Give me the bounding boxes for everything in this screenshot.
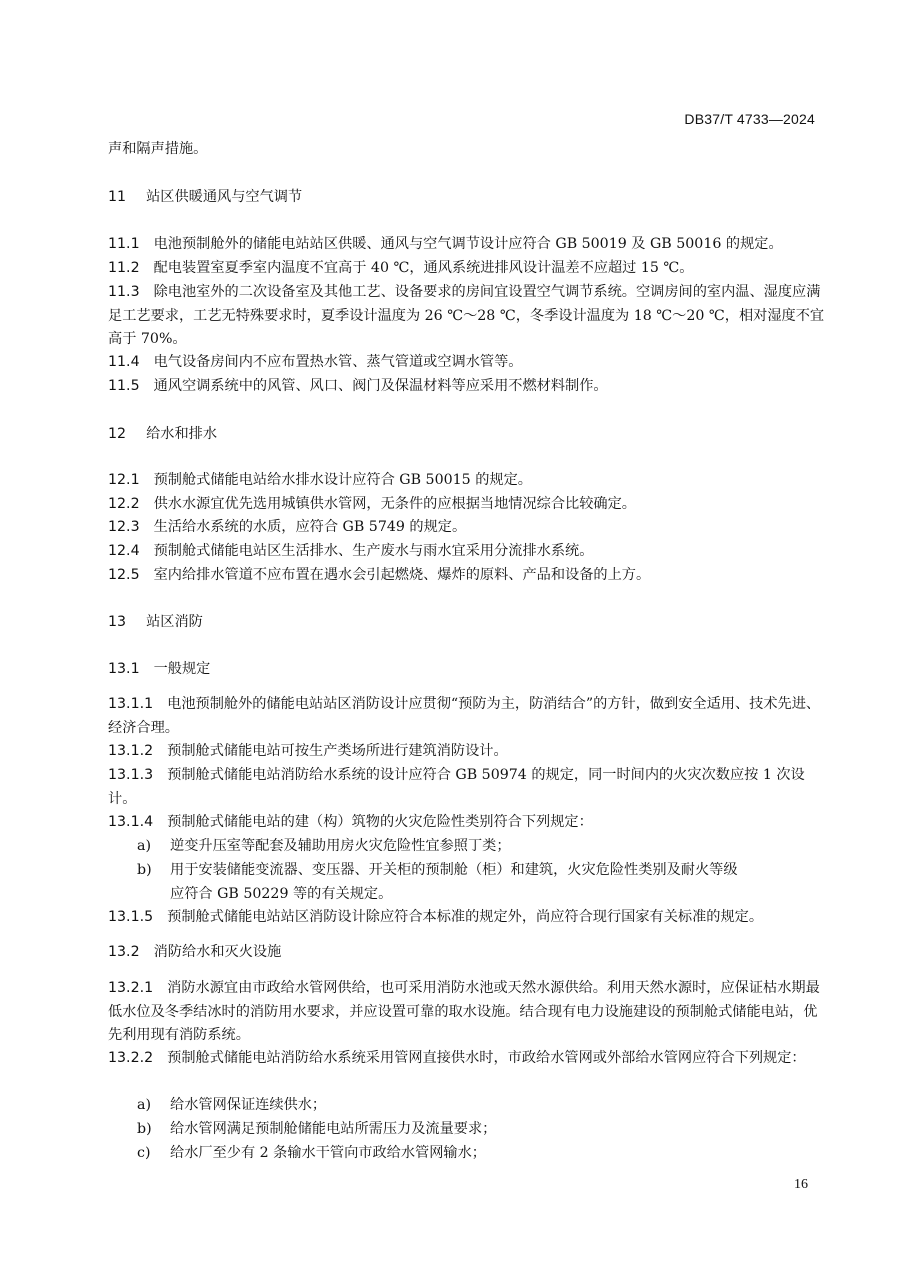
clause-text: 通风空调系统中的风管、风口、阀门及保温材料等应采用不燃材料制作。: [153, 378, 608, 394]
list-item-13-1-4-b: [137, 859, 830, 906]
clause-12-3: [108, 516, 830, 540]
clause-number: 11.5: [108, 378, 140, 394]
list-item-13-2-2-a: [137, 1094, 830, 1118]
clause-13-1-1: [108, 693, 830, 740]
list-text: 给水管网满足预制舱储能电站所需压力及流量要求；: [170, 1121, 497, 1137]
subsection-13-2-heading: [108, 941, 830, 965]
clause-12-1: [108, 469, 830, 493]
section-number: 12: [108, 426, 127, 442]
section-number: 13: [108, 614, 127, 630]
clause-number: 12.5: [108, 567, 140, 583]
clause-12-2: [108, 493, 830, 517]
clause-11-3: [108, 281, 830, 352]
clause-number: 11.2: [108, 260, 140, 276]
continuation-text: 声和隔声措施。: [108, 141, 208, 157]
clause-text: 预制舱式储能电站消防给水系统采用管网直接供水时，市政给水管网或外部给水管网应符合下列规定：: [167, 1050, 806, 1066]
page-number: 16: [794, 1177, 808, 1192]
clause-text: 消防水源宜由市政给水管网供给，也可采用消防水池或天然水源供给。利用天然水源时，应保证枯水期最低水位及冬季结冰时的消防用水要求，并应设置可靠的取水设施。结合现有电力设施建设的预制舱式储能电站，优先利用现有消防系统。: [108, 980, 820, 1043]
list-item-13-2-2-c: [137, 1142, 830, 1166]
clause-number: 13.1.2: [108, 743, 154, 759]
clause-text: 电池预制舱外的储能电站站区消防设计应贯彻“预防为主，防消结合”的方针，做到安全适用、技术先进、经济合理。: [108, 696, 821, 736]
clause-text: 室内给排水管道不应布置在遇水会引起燃烧、爆炸的原料、产品和设备的上方。: [153, 567, 651, 583]
section-title: 给水和排水: [146, 426, 218, 442]
subsection-title: 消防给水和灭火设施: [153, 944, 282, 960]
clause-13-1-2: [108, 740, 830, 764]
clause-number: 11.4: [108, 354, 140, 370]
clause-text: 预制舱式储能电站区生活排水、生产废水与雨水宜采用分流排水系统。: [153, 543, 594, 559]
clause-13-1-3: [108, 764, 830, 811]
list-item-13-2-2-b: [137, 1118, 830, 1142]
clause-number: 11.3: [108, 284, 140, 300]
section-11-heading: [108, 186, 830, 210]
clause-number: 13.1.4: [108, 814, 154, 830]
clause-number: 13.2.2: [108, 1050, 154, 1066]
clause-text: 除电池室外的二次设备室及其他工艺、设备要求的房间宜设置空气调节系统。空调房间的室内温、湿度应满足工艺要求，工艺无特殊要求时，夏季设计温度为 26 ℃～28 ℃，冬季设计温度为 18 ℃～20 ℃，相对湿度不宜高于 70%。: [108, 284, 825, 347]
clause-text: 预制舱式储能电站给水排水设计应符合 GB 50015 的规定。: [153, 472, 532, 488]
clause-text: 预制舱式储能电站站区消防设计除应符合本标准的规定外，尚应符合现行国家有关标准的规定。: [167, 909, 764, 925]
list-label: c): [137, 1145, 151, 1161]
list-label: a): [137, 1097, 151, 1113]
clause-text: 预制舱式储能电站的建（构）筑物的火灾危险性类别符合下列规定：: [167, 814, 593, 830]
subsection-13-1-heading: [108, 658, 830, 682]
subsection-number: 13.2: [108, 944, 140, 960]
list-text-continuation: 应符合 GB 50229 等的有关规定。: [170, 885, 393, 902]
subsection-number: 13.1: [108, 661, 140, 677]
clause-text: 生活给水系统的水质，应符合 GB 5749 的规定。: [153, 519, 467, 535]
section-13-heading: [108, 611, 830, 635]
clause-13-1-4: [108, 811, 830, 835]
clause-11-1: [108, 233, 830, 257]
clause-11-5: [108, 375, 830, 399]
list-text: 给水厂至少有 2 条输水干管向市政给水管网输水；: [170, 1145, 486, 1161]
section-title: 站区供暖通风与空气调节: [146, 189, 303, 205]
list-text: 给水管网保证连续供水；: [170, 1097, 327, 1113]
clause-text: 供水水源宜优先选用城镇供水管网，无条件的应根据当地情况综合比较确定。: [153, 496, 636, 512]
section-number: 11: [108, 189, 127, 205]
clause-number: 13.1.3: [108, 767, 154, 783]
clause-number: 13.1.5: [108, 909, 154, 925]
clause-13-1-5: [108, 906, 830, 930]
list-text: 用于安装储能变流器、变压器、开关柜的预制舱（柜）和建筑，火灾危险性类别及耐火等级: [170, 862, 738, 878]
clause-number: 12.3: [108, 519, 140, 535]
section-title: 站区消防: [146, 614, 203, 630]
clause-13-2-1: [108, 977, 830, 1048]
clause-number: 12.1: [108, 472, 140, 488]
clause-13-2-2: [108, 1047, 830, 1071]
clause-number: 12.2: [108, 496, 140, 512]
clause-11-4: [108, 351, 830, 375]
list-label: b): [137, 862, 152, 878]
clause-text: 电气设备房间内不应布置热水管、蒸气管道或空调水管等。: [153, 354, 523, 370]
subsection-title: 一般规定: [153, 661, 211, 677]
clause-text: 电池预制舱外的储能电站站区供暖、通风与空气调节设计应符合 GB 50019 及 GB 50016 的规定。: [153, 236, 783, 252]
clause-number: 11.1: [108, 236, 140, 252]
clause-12-4: [108, 540, 830, 564]
clause-number: 12.4: [108, 543, 140, 559]
section-12-heading: [108, 423, 830, 447]
list-label: a): [137, 838, 151, 854]
list-label: b): [137, 1121, 152, 1137]
clause-12-5: [108, 564, 830, 588]
clause-number: 13.1.1: [108, 696, 154, 712]
document-code-header: DB37/T 4733—2024: [684, 111, 815, 127]
clause-text: 预制舱式储能电站消防给水系统的设计应符合 GB 50974 的规定，同一时间内的火灾次数应按 1 次设计。: [108, 767, 805, 807]
clause-11-2: [108, 257, 830, 281]
clause-text: 配电装置室夏季室内温度不宜高于 40 ℃，通风系统进排风设计温差不应超过 15 ℃。: [153, 260, 694, 276]
clause-number: 13.2.1: [108, 980, 154, 996]
list-text: 逆变升压室等配套及辅助用房火灾危险性宜参照丁类；: [170, 838, 511, 854]
clause-text: 预制舱式储能电站可按生产类场所进行建筑消防设计。: [167, 743, 508, 759]
list-item-13-1-4-a: [137, 835, 830, 859]
